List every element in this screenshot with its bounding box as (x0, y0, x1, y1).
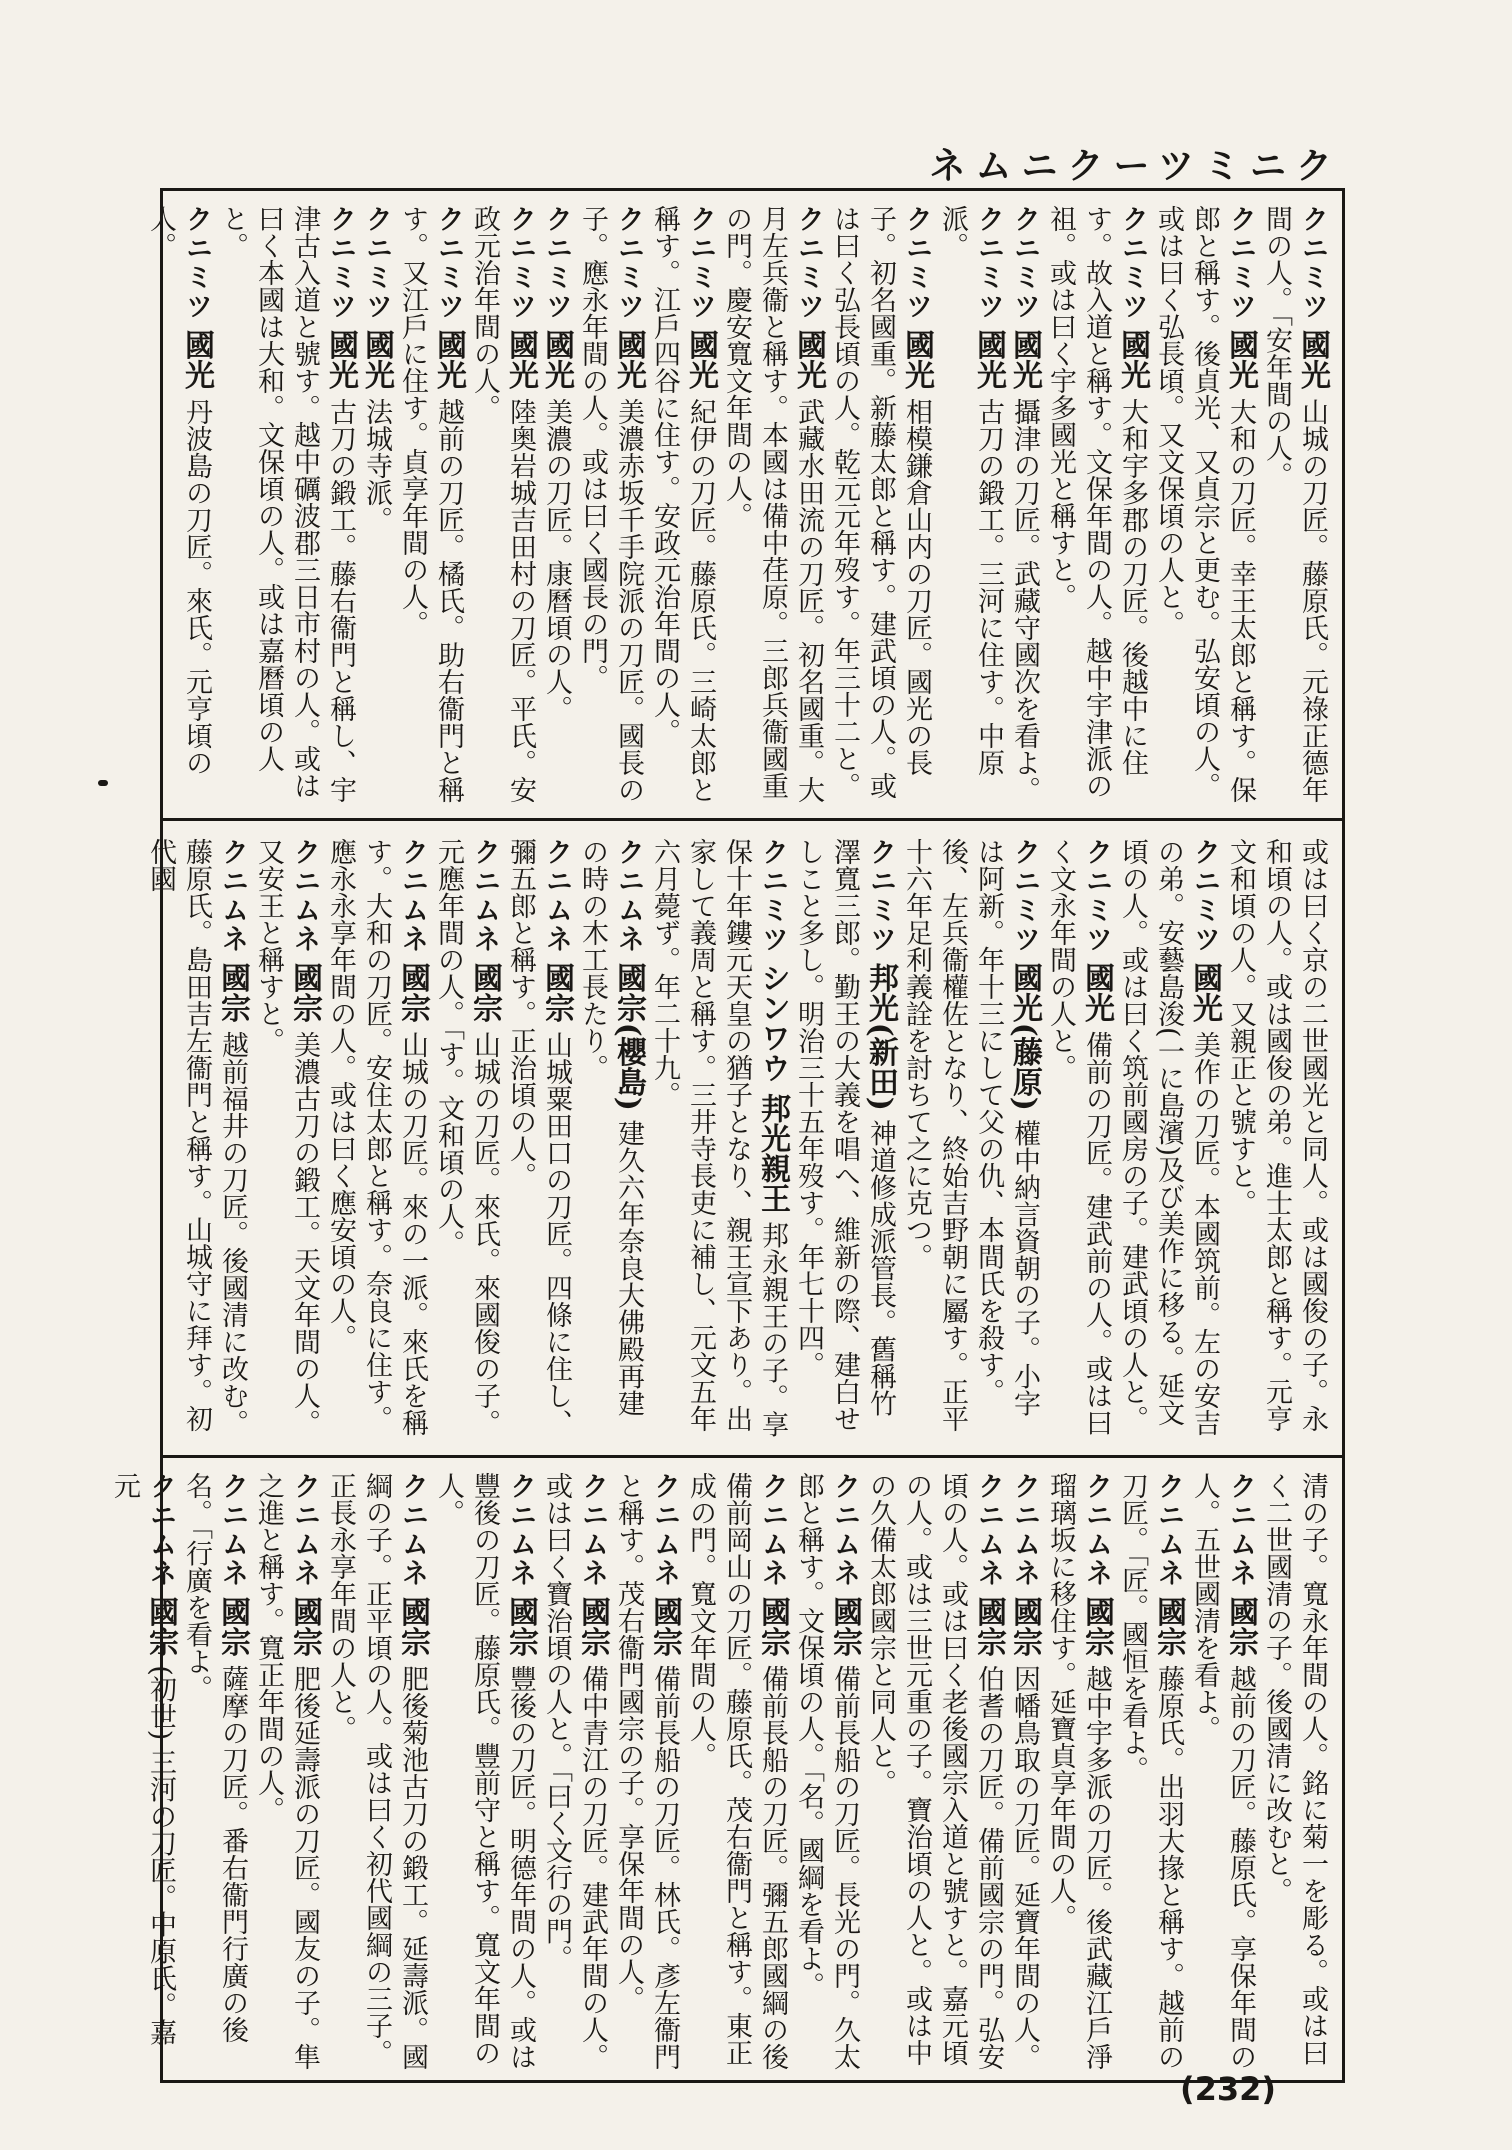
entry-definition: 山城粟田口の刀匠。四條に住し、彌五郎と稱す。正治頃の人。 (505, 838, 572, 1437)
entry-definition: (初世) 三河の刀匠。中原氏。嘉元 (109, 1472, 176, 2046)
entry-definition: 陸奥岩城吉田村の刀匠。平氏。安政元治年間の人。 (469, 205, 536, 804)
headword-kana: クニムネ (505, 1472, 536, 1588)
headword-kana: クニムネ (541, 838, 572, 954)
headword-kana: クニムネ (1081, 1472, 1112, 1588)
entry-definition: 肥後菊池古刀の鍛工。延壽派。國綱の子。正平頃の人。或は曰く初代國綱の三子。正長永享年間の人と。 (325, 1472, 428, 2071)
headword-kana: クニムネ (649, 1472, 680, 1588)
headword-kana: クニムネ (469, 838, 500, 954)
headword-kanji: 國光 (1079, 962, 1114, 1023)
headword-kana: クニムネ (289, 1472, 320, 1588)
dictionary-entry (1042, 1472, 1114, 2072)
dictionary-entry (790, 838, 898, 1443)
headword-kanji: 國宗 (1007, 1596, 1042, 1657)
headword-kana: クニムネ (289, 838, 320, 954)
dictionary-entry (142, 205, 214, 805)
entry-definition: 備前長船の刀匠。林氏。彥左衞門と稱す。茂右衞門國宗の子。享保年間の人。 (613, 1472, 680, 2071)
headword-kanji: 國光 (323, 329, 358, 390)
dictionary-entry (502, 838, 574, 1443)
entry-definition: 薩摩の刀匠。番右衞門行廣の後名。「行廣を看よ。 (181, 1472, 248, 2044)
entry-definition: 豐後の刀匠。明德年間の人。或は豐後の刀匠。藤原氏。豐前守と稱す。寬文年間の人。 (433, 1472, 536, 2071)
headword-kana: クニミツ (1009, 838, 1040, 954)
headword-kana: クニミツ (1009, 205, 1040, 321)
headword-kanji: 國宗 (1223, 1596, 1258, 1657)
ink-speck (98, 780, 108, 786)
headword-kanji: 國光 (359, 329, 394, 390)
entry-definition: 山城の刀匠。來の一派。來氏を稱す。大和の刀匠。安住太郎と稱す。奈良に住す。應永永享年間の人。或は曰く應安頃の人。 (325, 838, 428, 1437)
running-head: ネムニクーツミニク (929, 146, 1342, 187)
entry-definition: 紀伊の刀匠。藤原氏。三崎太郎と稱す。江戶四谷に住す。安政元治年間の人。 (649, 205, 716, 804)
entry-definition: 清の子。寬永年間の人。銘に菊一を彫る。或は曰く二世國清の子。後國清に改むと。 (1261, 1472, 1328, 2066)
headword-kana: クニムネ (577, 1472, 608, 1588)
dictionary-entry (430, 1472, 538, 2072)
dictionary-entry (538, 205, 574, 805)
entry-definition: 古刀の鍛工。三河に住す。中原派。 (937, 205, 1004, 777)
dictionary-entry (1222, 838, 1330, 1443)
dictionary-entry (610, 1472, 682, 2072)
dictionary-entry (430, 838, 502, 1443)
dictionary-entry (898, 838, 1042, 1443)
headword-kanji: 國光 (611, 329, 646, 390)
dictionary-entry (358, 205, 394, 805)
headword-kanji: 國宗 (755, 1596, 790, 1657)
dictionary-entry (682, 1472, 790, 2072)
headword-kanji: 國光 (1007, 329, 1042, 390)
entry-definition: 或は曰く京の二世國光と同人。或は國俊の子。永和頃の人。或は國俊の弟。進士太郎と稱す。元亨文和頃の人。又親正と號すと。 (1225, 838, 1328, 1432)
dictionary-entry (1258, 205, 1330, 805)
entry-definition: 攝津の刀匠。武藏守國次を看よ。 (1009, 398, 1040, 804)
dictionary-entry (1006, 1472, 1042, 2072)
entry-definition: 建久六年奈良大佛殿再建の時の木工長たり。 (577, 838, 644, 1417)
headword-kanji: 國宗 (647, 1596, 682, 1657)
headword-kanji: 國宗 (215, 1596, 250, 1657)
dictionary-entry (826, 205, 934, 805)
dictionary-entry (1258, 1472, 1330, 2072)
dictionary-entry (250, 838, 322, 1443)
dictionary-entry (394, 205, 466, 805)
entry-definition: 古刀の鍛工。藤右衞門と稱し、宇津古入道と號す。越中礪波郡三日市村の人。或は曰く本國は大和。文保頃の人。或は嘉曆頃の人と。 (217, 205, 356, 804)
headword-kana: クニミツ (865, 838, 896, 954)
dictionary-entry (1114, 838, 1222, 1443)
entry-definition: 神道修成派管長。舊稱竹澤寬三郎。勤王の大義を唱へ、維新の際、建白せしこと多し。明治三十五年歿す。年七十四。 (793, 838, 896, 1432)
headword-kanji: 國宗 (575, 1596, 610, 1657)
headword-kanji: 國宗 (215, 962, 250, 1023)
dictionary-entry (646, 838, 790, 1443)
headword-kanji: 國光 (971, 329, 1006, 390)
dictionary-entry (574, 205, 646, 805)
dictionary-entry (646, 205, 718, 805)
entry-definition: 美濃赤坂千手院派の刀匠。國長の子。應永年間の人。或は曰く國長の門。 (577, 205, 644, 804)
dictionary-entry (178, 1472, 250, 2072)
headword-kana: クニムネ (613, 838, 644, 954)
entry-definition: 備前長船の刀匠。長光の門。久太郎と稱す。文保頃の人。「名。國綱を看よ。 (793, 1472, 860, 2071)
entry-definition: 相模鎌倉山内の刀匠。國光の長子。初名國重。新藤太郎と稱す。建武頃の人。或は曰く弘長頃の人。乾元元年歿す。年三十二と。 (829, 205, 932, 799)
headword-kanji: 國光 (791, 329, 826, 390)
dictionary-entry (106, 1472, 178, 2072)
entry-definition: 大和宇多郡の刀匠。後越中に住す。故入道と稱す。文保年間の人。越中宇津派の祖。或は曰く宇多國光と稱すと。 (1045, 205, 1148, 799)
headword-kanji: 國宗 (1151, 1596, 1186, 1657)
dictionary-entry (1186, 1472, 1258, 2072)
headword-kana: クニミツ (973, 205, 1004, 321)
text-band-bottom (109, 1472, 1330, 2072)
dictionary-entry (142, 838, 250, 1443)
headword-kana: クニミツ (361, 205, 392, 321)
headword-kanji: 國宗 (1079, 1596, 1114, 1657)
entry-definition: 因幡鳥取の刀匠。延寶年間の人。 (1009, 1665, 1040, 2071)
entry-definition: 肥後延壽派の刀匠。國友の子。隼之進と稱す。寬正年間の人。 (253, 1472, 320, 2071)
headword-kanji: 國光 (539, 329, 574, 390)
headword-kana: クニムネ (1153, 1472, 1184, 1588)
entry-definition: 法城寺派。 (361, 398, 392, 534)
headword-kanji: 國光 (503, 329, 538, 390)
headword-kana: クニミツ (757, 838, 788, 954)
entry-definition: 備中青江の刀匠。建武年間の人。或は曰く寶治頃の人と。「曰く文行の門。 (541, 1472, 608, 2071)
dictionary-entry (1042, 838, 1114, 1443)
headword-kana: クニムネ (397, 1472, 428, 1588)
entry-definition: 伯耆の刀匠。備前國宗の門。弘安頃の人。或は曰く老後國宗入道と號すと。嘉元頃の人。或は三世元重の子。寶治頃の人と。或は中の久備太郎國宗と同人と。 (865, 1472, 1004, 2071)
dictionary-entry (718, 205, 826, 805)
headword-kanji: 國宗 (143, 1596, 178, 1657)
headword-kana: クニムネ (217, 1472, 248, 1588)
entry-definition: 備前の刀匠。建武前の人。或は曰く文永年間の人と。 (1045, 838, 1112, 1437)
headword-kanji: 國光(藤原) (1007, 962, 1042, 1111)
entry-definition: 邦永親王の子。享保十年鏤元天皇の猶子となり、親王宣下あり。出家して義周と稱す。三井寺長吏に補し、元文五年六月薨ず。年二十九。 (649, 838, 788, 1438)
headword-kanji: 國宗(櫻島) (611, 962, 646, 1111)
headword-kana: クニミツ (433, 205, 464, 321)
dictionary-entry (934, 205, 1006, 805)
dictionary-entry (538, 1472, 610, 2072)
headword-kana: クニミツ (793, 205, 824, 321)
page-number: (232) (1180, 2070, 1277, 2108)
entry-definition: 山城の刀匠。藤原氏。元祿正德年間の人。「安年間の人。 (1261, 205, 1328, 804)
entry-definition: 越前福井の刀匠。後國清に改む。藤原氏。島田吉左衞門と稱す。山城守に拜す。初代國 (145, 838, 248, 1437)
entry-definition: 權中納言資朝の子。小字は阿新。年十三にして父の仇、本間氏を殺す。後、左兵衞權佐となり、終始吉野朝に屬す。正平十六年足利義詮を討ちて之に克つ。 (901, 838, 1040, 1432)
headword-kana: クニムネ (829, 1472, 860, 1588)
headword-kana: クニミツ (1225, 205, 1256, 321)
headword-kanji: シンワウ 邦光親王 (755, 962, 790, 1214)
headword-kana: クニミツ (685, 205, 716, 321)
headword-kana: クニミツ (325, 205, 356, 321)
entry-definition: 山城の刀匠。來氏。來國俊の子。元應年間の人。「す。文和頃の人。 (433, 838, 500, 1437)
headword-kana: クニムネ (217, 838, 248, 954)
headword-kana: クニムネ (397, 838, 428, 954)
dictionary-entry (1006, 205, 1042, 805)
headword-kanji: 國宗 (503, 1596, 538, 1657)
entry-definition: 備前長船の刀匠。彌五郎國綱の後備前岡山の刀匠。藤原氏。茂右衞門と稱す。東正成の門。寬文年間の人。 (685, 1472, 788, 2071)
entry-definition: 美濃の刀匠。康曆頃の人。 (541, 398, 572, 723)
headword-kanji: 國光 (1187, 962, 1222, 1023)
headword-kana: クニミツ (1297, 205, 1328, 321)
band-divider-2 (160, 1455, 1345, 1458)
dictionary-entry (790, 1472, 862, 2072)
headword-kanji: 國宗 (287, 1596, 322, 1657)
entry-definition: 越前の刀匠。橘氏。助右衞門と稱す。又江戶に住す。貞享年間の人。 (397, 205, 464, 804)
headword-kanji: 國光 (1223, 329, 1258, 390)
headword-kana: クニミツ (1081, 838, 1112, 954)
dictionary-entry (322, 1472, 430, 2072)
text-band-middle (145, 838, 1330, 1443)
dictionary-entry (574, 838, 646, 1443)
headword-kana: クニミツ (505, 205, 536, 321)
headword-kanji: 國光 (683, 329, 718, 390)
headword-kana: クニミツ (541, 205, 572, 321)
entry-definition: 丹波島の刀匠。來氏。元亨頃の人。 (145, 205, 212, 777)
headword-kanji: 國宗 (395, 1596, 430, 1657)
headword-kanji: 國光 (431, 329, 466, 390)
entry-definition: 美作の刀匠。本國筑前。左の安吉の弟。安藝島浚(一に島濱)及び美作に移る。延文頃の人。或は曰く筑前國房の子。建武頃の人と。 (1117, 838, 1220, 1437)
dictionary-entry (214, 205, 358, 805)
headword-kana: クニムネ (145, 1472, 176, 1588)
band-divider-1 (160, 818, 1345, 821)
headword-kanji: 國宗 (827, 1596, 862, 1657)
headword-kana: クニミツ (1117, 205, 1148, 321)
entry-definition: 美濃古刀の鍛工。天文年間の人。又安王と稱すと。 (253, 838, 320, 1437)
entry-definition: 越前の刀匠。藤原氏。享保年間の人。五世國清を看よ。 (1189, 1472, 1256, 2071)
entry-definition: 藤原氏。出羽大掾と稱す。越前の刀匠。「匠。國恒を看よ。 (1117, 1472, 1184, 2071)
headword-kana: クニムネ (1009, 1472, 1040, 1588)
headword-kanji: 國光 (179, 329, 214, 390)
headword-kanji: 國宗 (467, 962, 502, 1023)
headword-kanji: 國光 (1115, 329, 1150, 390)
headword-kanji: 國宗 (287, 962, 322, 1023)
headword-kana: クニムネ (1225, 1472, 1256, 1588)
headword-kana: クニムネ (757, 1472, 788, 1588)
headword-kanji: 國宗 (539, 962, 574, 1023)
headword-kanji: 邦光(新田) (863, 962, 898, 1111)
entry-definition: 大和の刀匠。幸王太郎と稱す。保郎と稱す。後貞光、又貞宗と更む。弘安頃の人。或は曰く弘長頃。又文保頃の人と。 (1153, 205, 1256, 804)
dictionary-entry (1042, 205, 1150, 805)
dictionary-entry (862, 1472, 1006, 2072)
entry-definition: 武藏水田流の刀匠。初名國重。大月左兵衞と稱す。本國は備中荏原。三郎兵衞國重の門。慶安寬文年間の人。 (721, 205, 824, 804)
dictionary-entry (1150, 205, 1258, 805)
dictionary-entry (466, 205, 538, 805)
headword-kana: クニミツ (1189, 838, 1220, 954)
headword-kana: クニムネ (973, 1472, 1004, 1588)
headword-kana: クニミツ (901, 205, 932, 321)
headword-kanji: 國宗 (971, 1596, 1006, 1657)
dictionary-entry (322, 838, 430, 1443)
entry-definition: 越中宇多派の刀匠。後武藏江戶淨瑠璃坂に移住す。延寶貞享年間の人。 (1045, 1472, 1112, 2071)
headword-kanji: 國光 (1295, 329, 1330, 390)
headword-kana: クニミツ (613, 205, 644, 321)
dictionary-entry (250, 1472, 322, 2072)
dictionary-entry (1114, 1472, 1186, 2072)
headword-kanji: 國宗 (395, 962, 430, 1023)
text-band-top (145, 205, 1330, 805)
headword-kanji: 國光 (899, 329, 934, 390)
headword-kana: クニミツ (181, 205, 212, 321)
